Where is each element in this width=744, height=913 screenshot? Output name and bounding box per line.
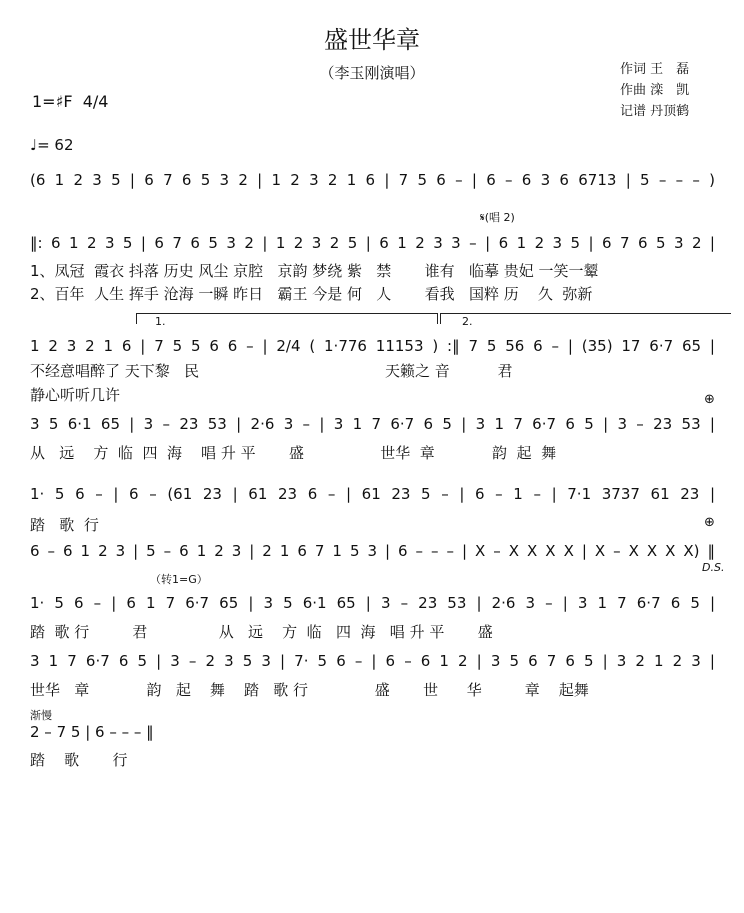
notation-line-1: (6 1 2 3 5 | 6 7 6 5 3 2 | 1 2 3 2 1 6 | 7 5 6 – | 6 – 6 3 6 6713 | 5 – – – ) [30,171,715,189]
transcriber: 记谱 丹顶鹤 [620,104,690,119]
notation-line-2: ‖: 6 1 2 3 5 | 6 7 6 5 3 2 | 1 2 3 2 5 | 6 1 2 3 3 – | 6 1 2 3 5 | 6 7 6 5 3 2 | [30,234,715,252]
lyrics-line-3b: 静心听听几许 [30,386,121,404]
lyrics-line-3: 不经意唱醉了 天下黎 民 天籁之 音 君 [30,362,513,380]
volta-1-bracket [136,313,438,324]
lyricist: 作词 王 磊 [620,62,690,77]
notation-line-6: 6 – 6 1 2 3 | 5 – 6 1 2 3 | 2 1 6 7 1 5 3 | 6 – – – | X – X X X X | X – X X X X) ‖ [30,542,715,560]
lyrics-line-4: 从 远 方 临 四 海 唱 升 平 盛 世华 章 韵 起 舞 [30,444,557,462]
lyrics-line-5: 踏 歌 行 [30,516,99,534]
lyrics-line-8: 世华 章 韵 起 舞 踏 歌 行 盛 世 华 章 起舞 [30,681,589,699]
notation-line-7: 1· 5 6 – | 6 1 7 6·7 65 | 3 5 6·1 65 | 3 – 23 53 | 2·6 3 – | 3 1 7 6·7 6 5 | [30,594,715,612]
lyrics-line-7: 踏 歌 行 君 从 远 方 临 四 海 唱 升 平 盛 [30,623,493,641]
coda-mark: ⊕ [704,392,715,407]
performer: （李玉刚演唱） [319,64,425,82]
dal-segno-mark: D.S. [702,561,725,574]
notation-line-4: 3 5 6·1 65 | 3 – 23 53 | 2·6 3 – | 3 1 7 6·7 6 5 | 3 1 7 6·7 6 5 | 3 – 23 53 | [30,415,715,433]
composer: 作曲 滦 凯 [620,83,690,98]
segno-mark: 𝄋(唱 2) [480,211,515,224]
volta-1-label: 1. [155,315,166,328]
ritardando-mark: 渐慢 [30,709,52,722]
modulation-mark: （转1=G） [150,573,208,586]
notation-line-3: 1 2 3 2 1 6 | 7 5 5 6 6 – | 2/4 ( 1·776 11153 ) :‖ 7 5 56 6 – | (35) 17 6·7 65 | [30,337,715,355]
key-signature: 1=♯F 4/4 [32,92,109,111]
volta-2-bracket [440,313,731,324]
song-title: 盛世华章 [324,26,420,54]
lyrics-line-9: 踏 歌 行 [30,751,128,769]
notation-line-9: 2 – 7 5 | 6 – – – ‖ [30,723,154,741]
lyrics-verse-2: 2、百年 人生 挥手 沧海 一瞬 昨日 霸王 今是 何 人 看我 国粹 历 久 弥新 [30,285,593,303]
notation-line-8: 3 1 7 6·7 6 5 | 3 – 2 3 5 3 | 7· 5 6 – | 6 – 6 1 2 | 3 5 6 7 6 5 | 3 2 1 2 3 | [30,652,715,670]
lyrics-verse-1: 1、凤冠 霞衣 抖落 历史 风尘 京腔 京韵 梦绕 紫 禁 谁有 临摹 贵妃 一笑一颦 [30,262,599,280]
tempo-marking: ♩= 62 [30,136,74,154]
notation-line-5: 1· 5 6 – | 6 – (61 23 | 61 23 6 – | 61 23 5 – | 6 – 1 – | 7·1 3737 61 23 | [30,485,715,503]
volta-2-label: 2. [462,315,473,328]
coda-mark-2: ⊕ [704,515,715,530]
